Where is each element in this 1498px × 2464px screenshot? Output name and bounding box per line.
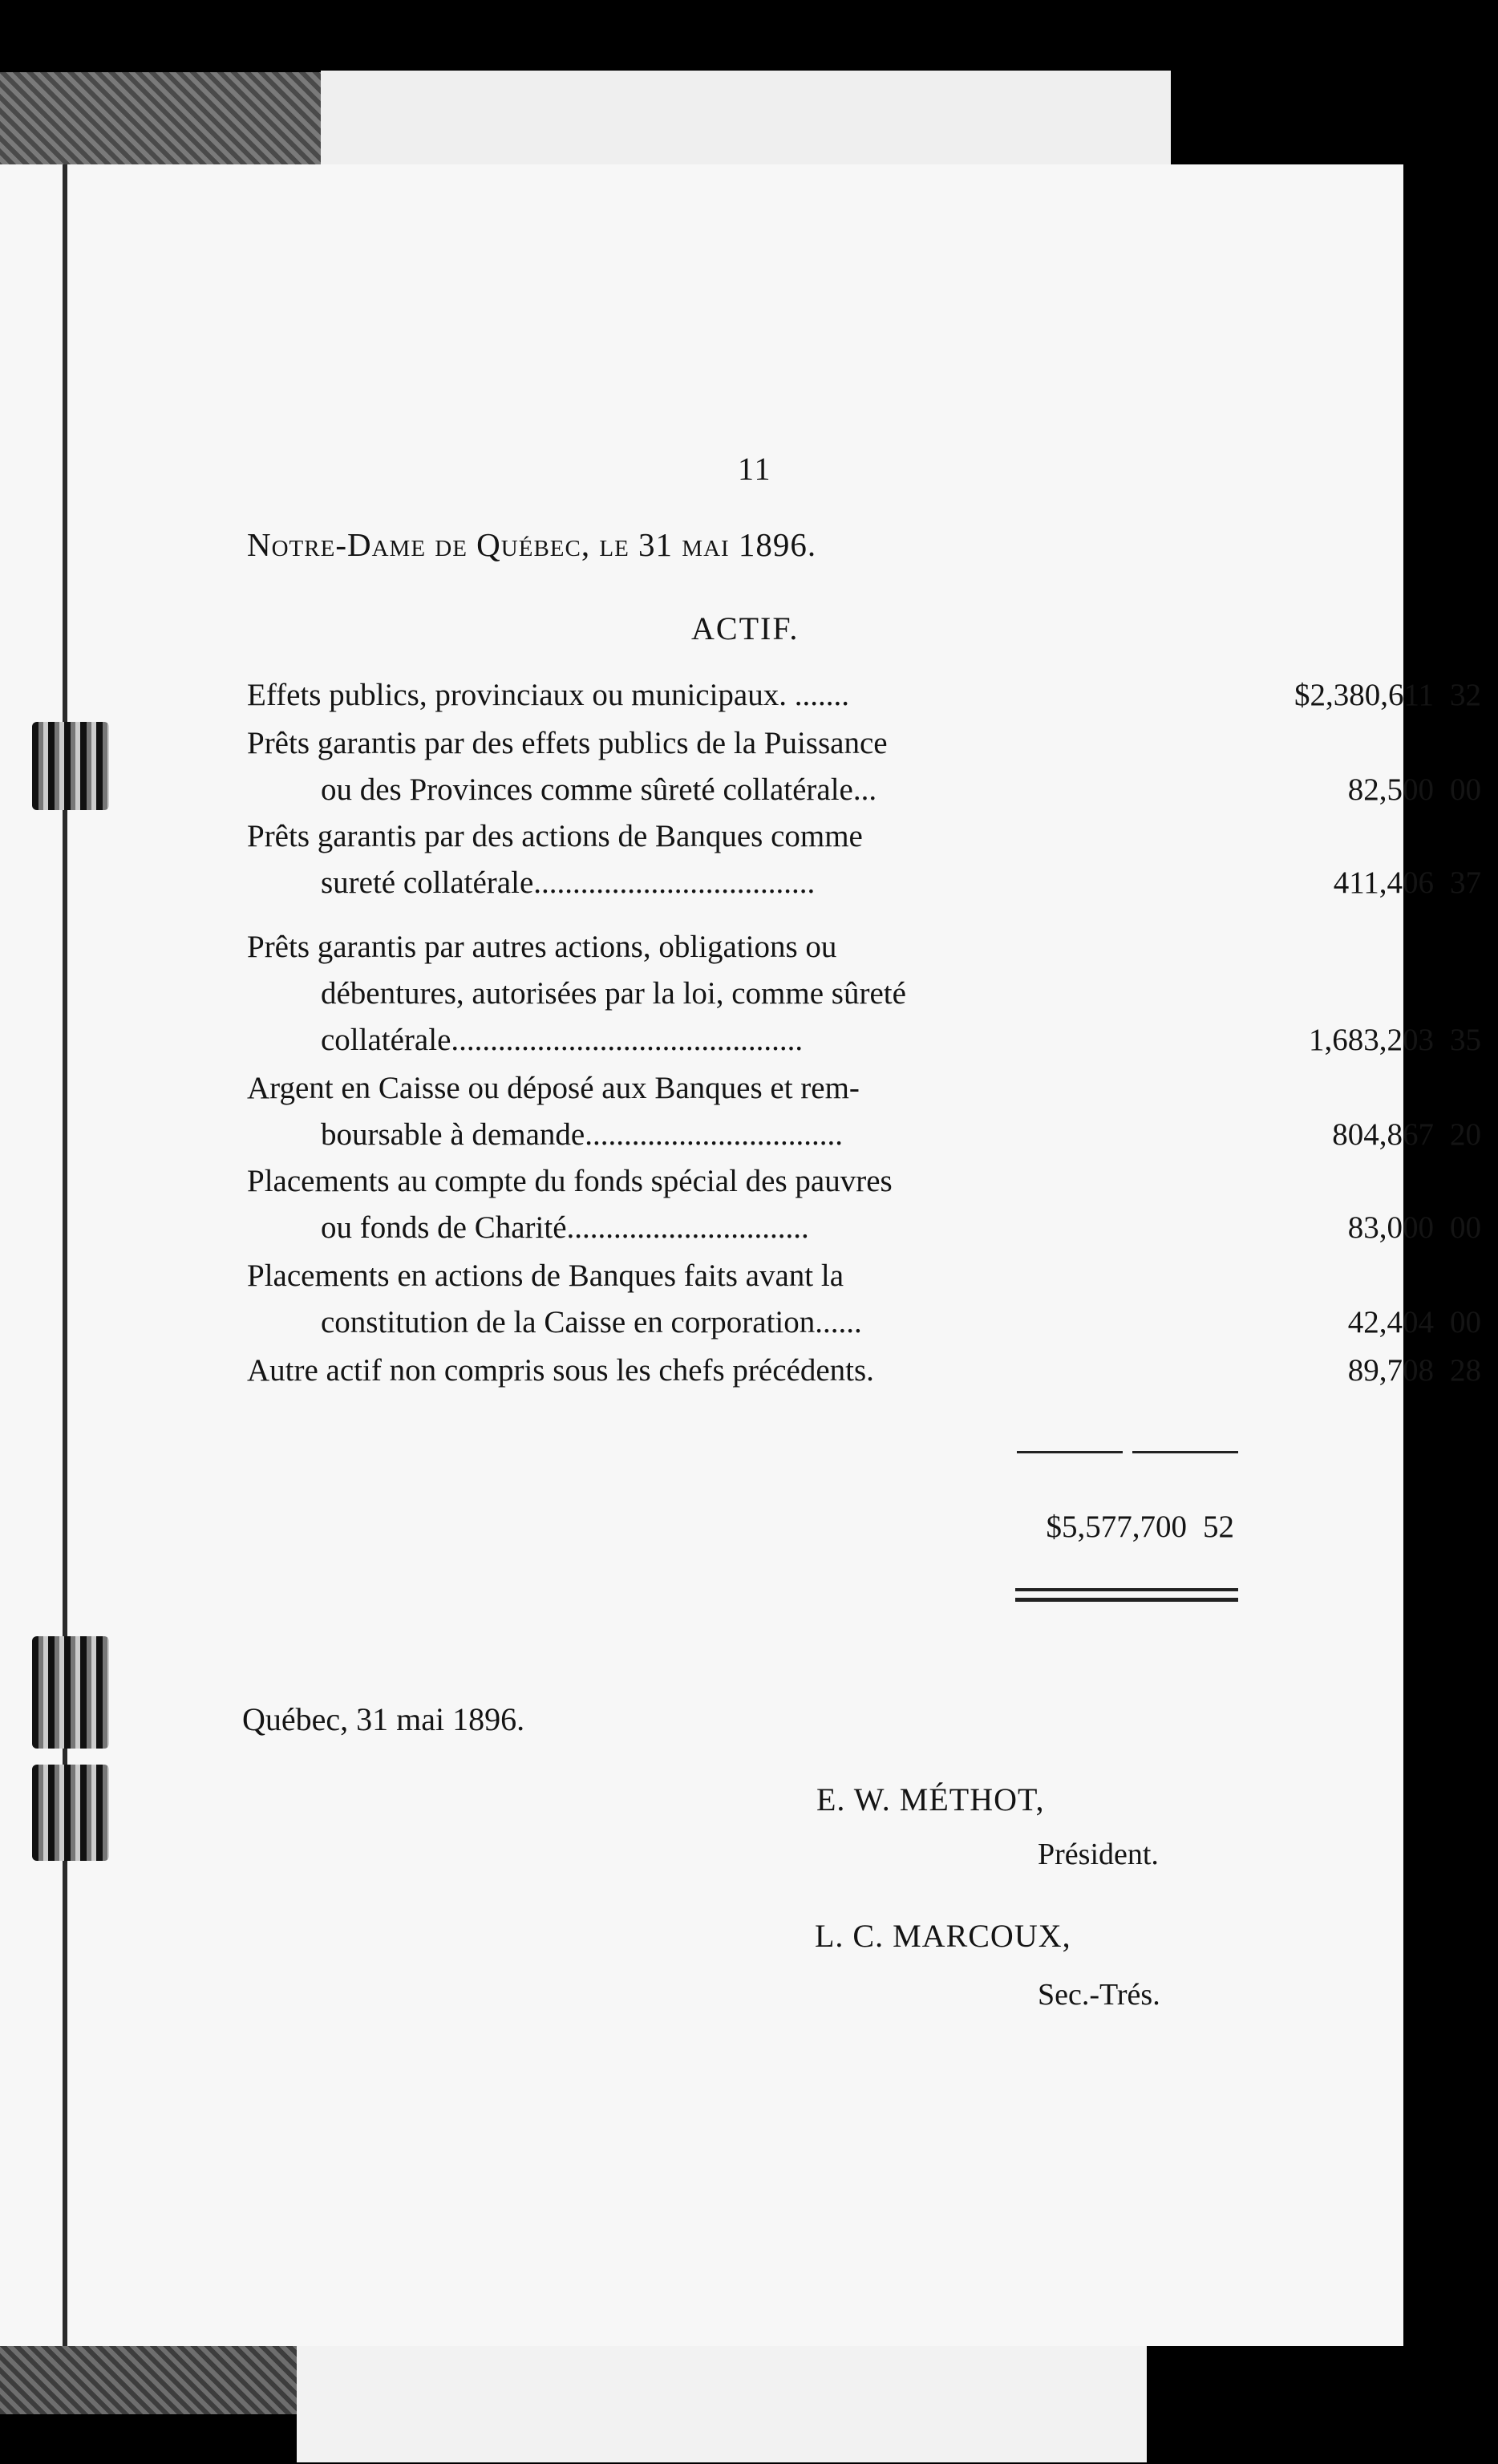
page-number: 11 xyxy=(738,451,772,487)
statement-line: Autre actif non compris sous les chefs précédents. 89,708 28 xyxy=(247,1353,1481,1388)
statement-line: collatérale............................................. 1,683,203 35 xyxy=(321,1023,1481,1057)
signatory-title: Sec.-Trés. xyxy=(1038,1978,1160,2012)
binding-stitch xyxy=(32,1765,109,1861)
statement-line: boursable à demande................................. 804,867 20 xyxy=(321,1117,1481,1152)
page-binding xyxy=(63,164,67,2346)
subtotal-rule xyxy=(1017,1451,1123,1453)
document-page xyxy=(0,164,1481,2346)
statement-line: Argent en Caisse ou déposé aux Banques et rem- xyxy=(247,1071,860,1105)
statement-line: Placements en actions de Banques faits avant la xyxy=(247,1258,844,1293)
statement-line: Placements au compte du fonds spécial des pauvres xyxy=(247,1164,893,1198)
statement-line: débentures, autorisées par la loi, comme sûreté xyxy=(321,976,906,1011)
statement-line: Prêts garantis par des effets publics de la Puissance xyxy=(247,726,888,760)
statement-line: Effets publics, provinciaux ou municipaux. ....... $2,380,611 32 xyxy=(247,678,1481,712)
statement-line: ou fonds de Charité............................... 83,000 00 xyxy=(321,1210,1481,1245)
place-and-date: Québec, 31 mai 1896. xyxy=(242,1701,525,1737)
signatory-title: Président. xyxy=(1038,1838,1159,1871)
background-cloth xyxy=(0,72,321,168)
statement-title: ACTIF. xyxy=(691,610,800,646)
total-double-rule xyxy=(1015,1588,1238,1591)
background-sheet-bottom xyxy=(297,2342,1147,2462)
statement-line: ou des Provinces comme sûreté collatérale... 82,500 00 xyxy=(321,772,1481,807)
signatory-name: L. C. MARCOUX, xyxy=(815,1918,1071,1954)
binding-stitch xyxy=(32,1636,109,1749)
total-cents: 52 xyxy=(1203,1510,1234,1544)
total-dollars: $5,577,700 xyxy=(1046,1510,1187,1544)
signatory-name: E. W. MÉTHOT, xyxy=(816,1781,1045,1818)
statement-line: sureté collatérale.................................... 411,406 37 xyxy=(321,865,1481,900)
subtotal-rule xyxy=(1132,1451,1238,1453)
background-cloth-bottom xyxy=(0,2342,305,2414)
page-heading: Notre-Dame de Québec, le 31 mai 1896. xyxy=(247,526,817,563)
statement-line: Prêts garantis par autres actions, obligations ou xyxy=(247,930,837,964)
total-double-rule xyxy=(1015,1598,1238,1602)
statement-line: constitution de la Caisse en corporation...... 42,404 00 xyxy=(321,1305,1481,1339)
statement-total xyxy=(0,1504,1403,1550)
binding-stitch xyxy=(32,722,109,810)
statement-line: Prêts garantis par des actions de Banques comme xyxy=(247,819,863,853)
